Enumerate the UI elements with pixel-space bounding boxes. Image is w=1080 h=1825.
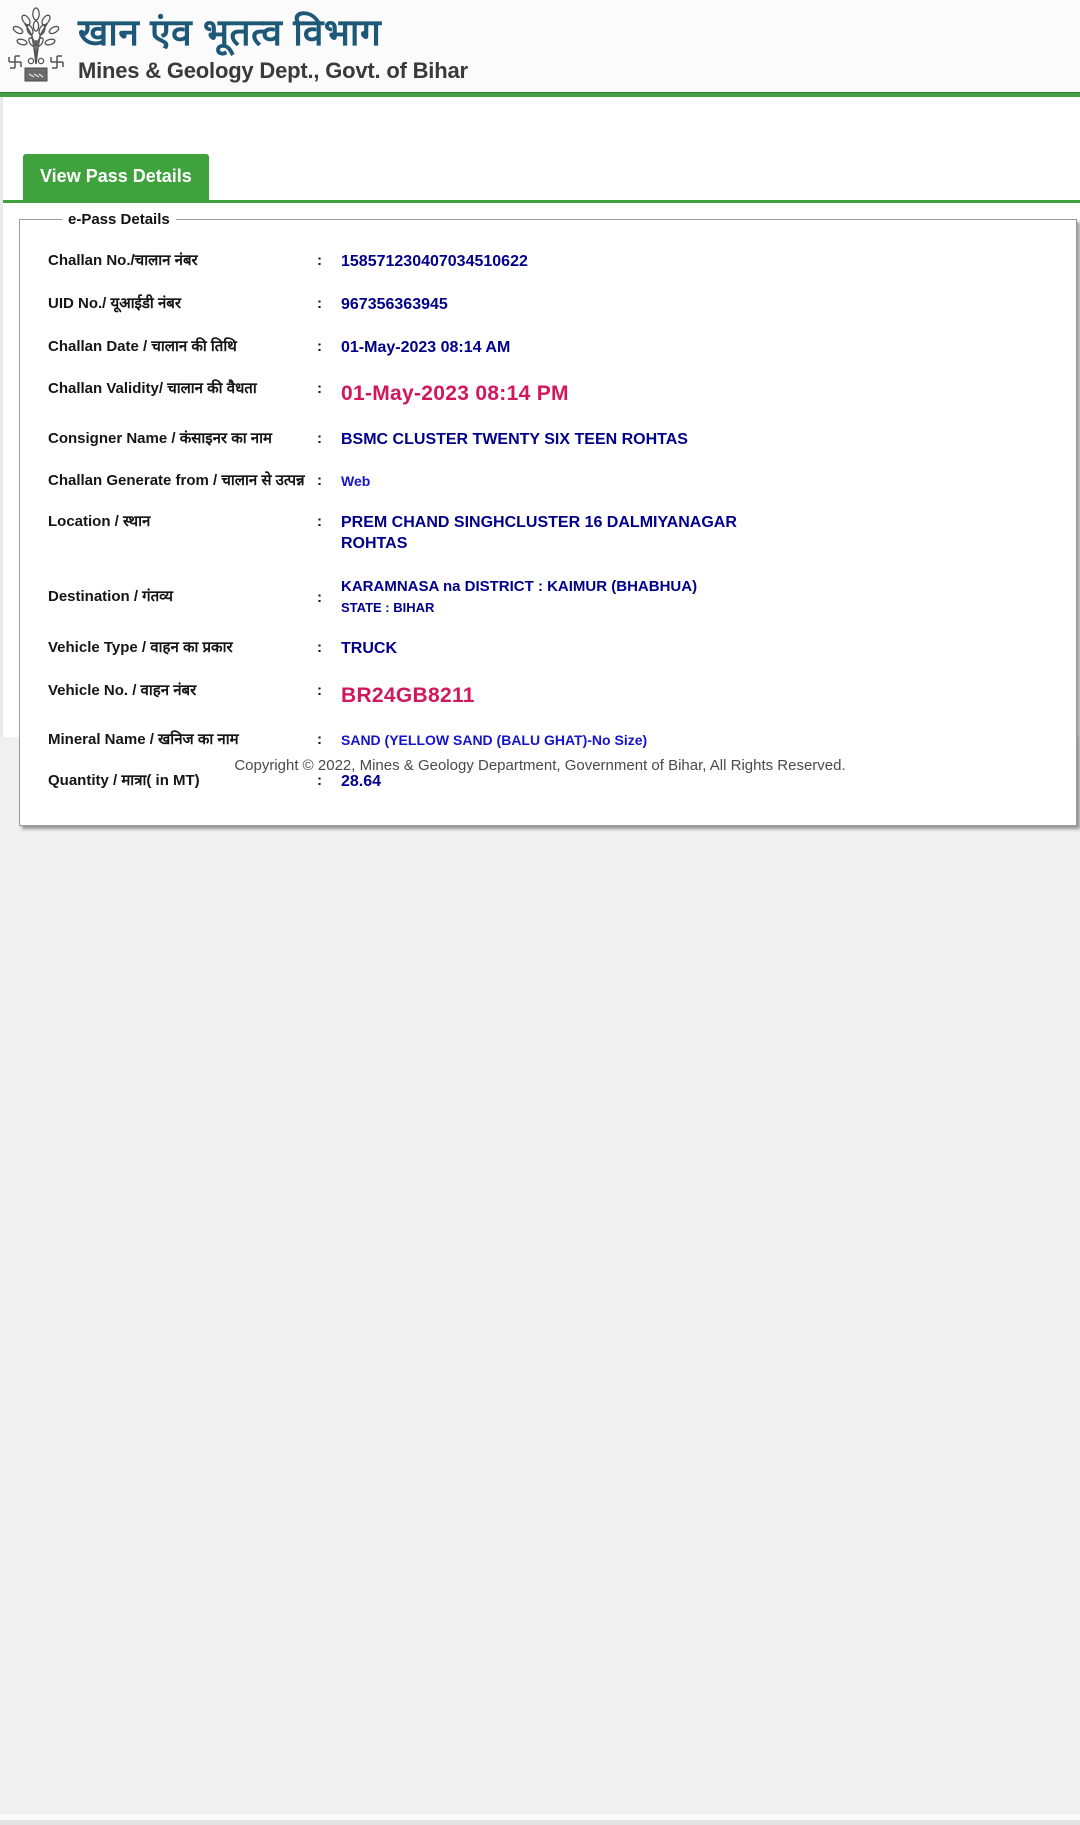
- detail-row-challan-generate-from: [48, 472, 1056, 491]
- copyright-text: Copyright © 2022, Mines & Geology Department, Government of Bihar, All Rights Reserved.: [234, 757, 846, 774]
- separator: :: [317, 513, 322, 531]
- vehicle-no-label: Vehicle No. / वाहन नंबर: [48, 682, 197, 700]
- challan-generate-from-label: Challan Generate from / चालान से उत्पन्न: [48, 472, 305, 490]
- challan-validity-value: 01-May-2023 08:14 PM: [341, 382, 569, 406]
- vehicle-no-value: BR24GB8211: [341, 684, 475, 708]
- uid-no-label: UID No./ यूआईडी नंबर: [48, 294, 181, 312]
- challan-date-label: Challan Date / चालान की तिथि: [48, 337, 237, 355]
- epass-details-fieldset: [19, 211, 1077, 826]
- challan-no-label: Challan No./चालान नंबर: [48, 252, 198, 269]
- destination-line-1: KARAMNASA na DISTRICT : KAIMUR (BHABHUA): [341, 577, 698, 595]
- consigner-name-label: Consigner Name / कंसाइनर का नाम: [48, 429, 272, 447]
- challan-generate-from-value: Web: [341, 473, 371, 490]
- separator: :: [317, 252, 322, 269]
- tab-section: [3, 97, 1080, 203]
- app-header: [0, 0, 1080, 92]
- separator: :: [317, 337, 322, 355]
- separator: :: [317, 731, 322, 749]
- separator: :: [317, 380, 322, 398]
- bottom-scrollbar-track: [0, 1820, 1080, 1825]
- challan-no-value: 158571230407034510622: [341, 253, 528, 270]
- challan-validity-label: Challan Validity/ चालान की वैधता: [48, 380, 257, 398]
- dept-title-hindi: खान एंव भूतत्व विभाग: [78, 11, 382, 53]
- separator: :: [317, 588, 322, 606]
- detail-row-location: [48, 513, 1056, 555]
- location-line-2: ROHTAS: [341, 535, 408, 553]
- detail-row-vehicle-no: [48, 682, 1056, 709]
- detail-row-uid-no: [48, 295, 1056, 316]
- vehicle-type-label: Vehicle Type / वाहन का प्रकार: [48, 639, 233, 657]
- detail-row-challan-no: [48, 252, 1056, 273]
- separator: :: [317, 639, 322, 657]
- location-value: [341, 513, 737, 555]
- destination-value: [341, 577, 697, 617]
- location-line-1: PREM CHAND SINGHCLUSTER 16 DALMIYANAGAR: [341, 514, 737, 532]
- challan-date-value: 01-May-2023 08:14 AM: [341, 338, 511, 356]
- separator: :: [317, 472, 322, 490]
- separator: :: [317, 682, 322, 700]
- separator: :: [317, 772, 322, 790]
- dept-subtitle: Mines & Geology Dept., Govt. of Bihar: [78, 58, 468, 84]
- detail-row-vehicle-type: [48, 639, 1056, 660]
- tab-underline: [3, 200, 1080, 203]
- bihar-emblem-icon: [8, 6, 64, 88]
- destination-line-2: STATE : BIHAR: [341, 600, 435, 616]
- detail-row-quantity: [48, 772, 1056, 793]
- detail-row-challan-validity: [48, 380, 1056, 407]
- separator: :: [317, 294, 322, 312]
- location-label: Location / स्थान: [48, 513, 151, 531]
- consigner-name-value: BSMC CLUSTER TWENTY SIX TEEN ROHTAS: [341, 430, 688, 448]
- detail-row-challan-date: [48, 338, 1056, 359]
- quantity-label: Quantity / मात्रा( in MT): [48, 772, 200, 790]
- mineral-name-label: Mineral Name / खनिज का नाम: [48, 731, 239, 749]
- detail-row-destination: [48, 577, 1056, 617]
- uid-no-value: 967356363945: [341, 295, 448, 313]
- mineral-name-value: SAND (YELLOW SAND (BALU GHAT)-No Size): [341, 732, 648, 749]
- detail-row-consigner-name: [48, 430, 1056, 451]
- quantity-value: 28.64: [341, 773, 382, 791]
- header-text: [78, 8, 468, 84]
- epass-details-legend: e-Pass Details: [68, 211, 170, 228]
- separator: :: [317, 429, 322, 447]
- vehicle-type-value: TRUCK: [341, 640, 397, 658]
- view-pass-details-button[interactable]: View Pass Details: [23, 154, 209, 200]
- destination-label: Destination / गंतव्य: [48, 587, 174, 605]
